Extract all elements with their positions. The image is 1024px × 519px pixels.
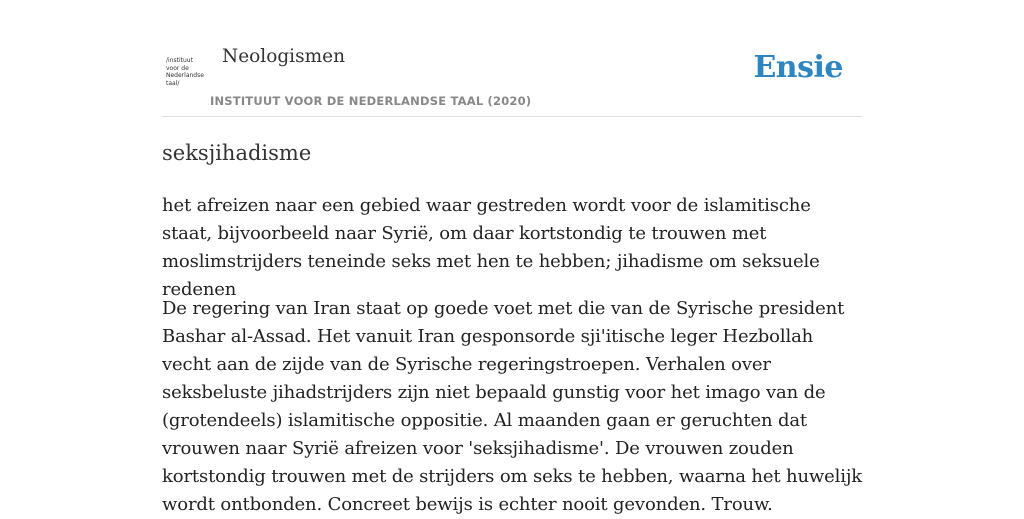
entry-definition: het afreizen naar een gebied waar gestreden wordt voor de islamitische staat, bijvoorbeeld naar Syrië, om daar kortstondig te trouwen met moslimstrijders teneinde seks met hen te hebben; jihadisme om seksuele redenen — [162, 195, 820, 300]
header — [162, 0, 862, 117]
brand-logo[interactable]: Ensie — [753, 50, 843, 85]
entry-citation: De regering van Iran staat op goede voet met die van de Syrische president Bashar al-Assad. Het vanuit Iran gesponsorde sji'itische leger Hezbollah vecht aan de zijde van de Syrische regeringstroepen. Verhalen over seksbeluste jihadstrijders zijn niet bepaald gunstig voor het imago van de (grotendeels) islamitische oppositie. Al maanden gaan er geruchten dat vrouwen naar Syrië afreizen voor 'seksjihadisme'. De vrouwen zouden kortstondig trouwen met de strijders om seks te hebben, waarna het huwelijk wordt ontbonden. Concreet bewijs is echter nooit gevonden. Trouw. — [162, 298, 863, 515]
institute-logo[interactable]: /instituut voor de Nederlandse taal/ — [166, 57, 204, 87]
page — [162, 0, 863, 515]
entry-term: seksjihadisme — [162, 141, 312, 165]
source-subtitle: INSTITUUT VOOR DE NEDERLANDSE TAAL (2020) — [210, 94, 532, 108]
source-title[interactable]: Neologismen — [222, 46, 345, 67]
